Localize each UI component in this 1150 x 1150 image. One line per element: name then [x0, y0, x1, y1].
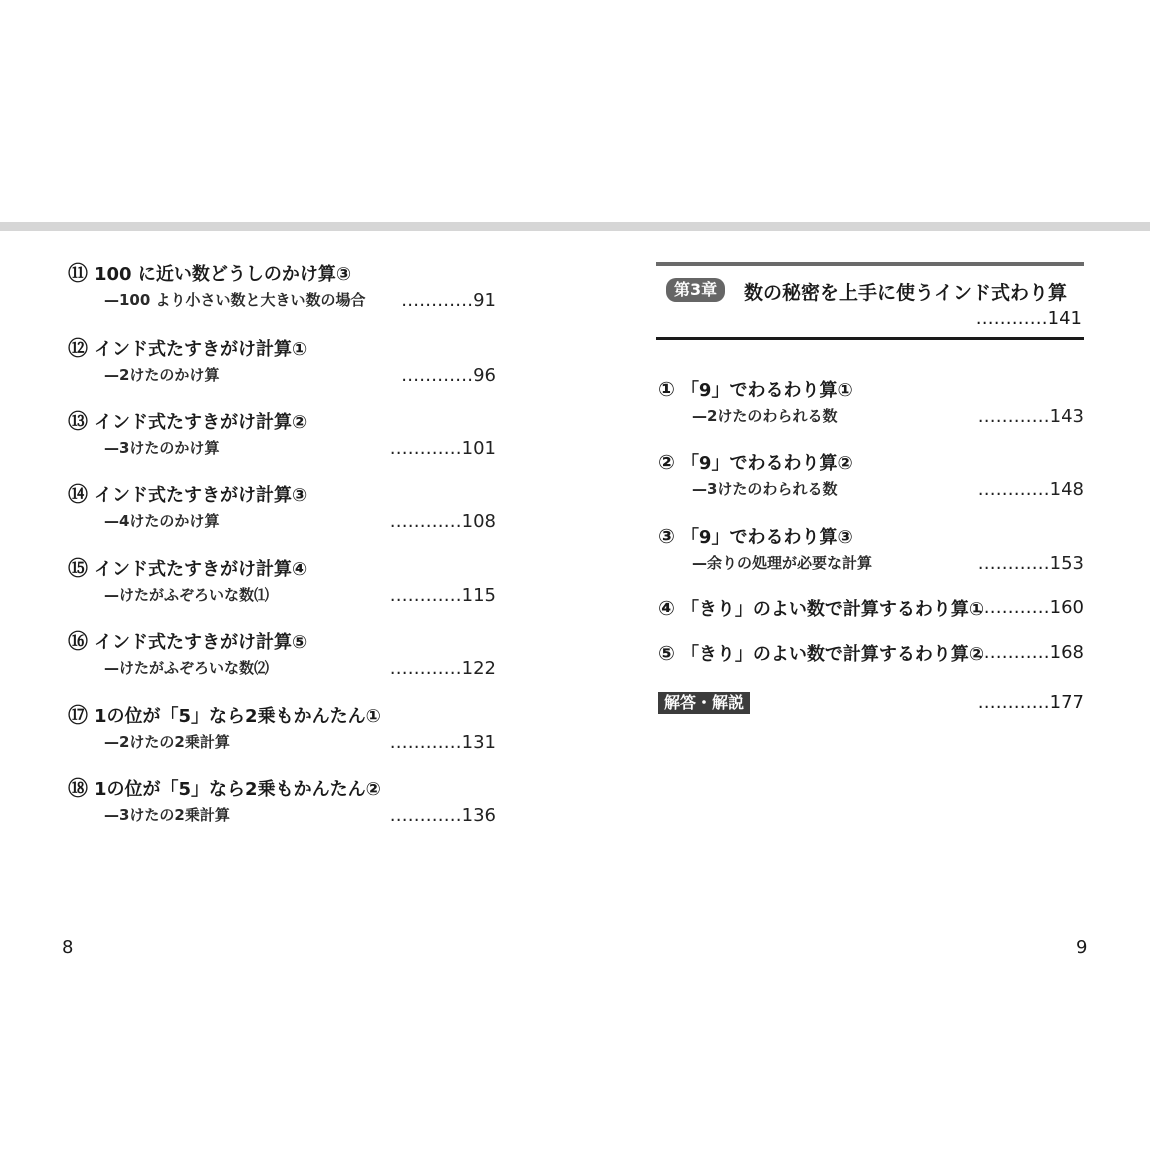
- entry-subtitle: —2けたの2乗計算: [104, 733, 230, 751]
- entry-number: ⑫: [68, 336, 88, 360]
- entry-subtitle: —2けたのわられる数: [692, 407, 838, 425]
- entry-number: ①: [658, 377, 675, 401]
- entry-title: 1の位が「5」なら2乗もかんたん②: [94, 779, 381, 800]
- toc-entry-12[interactable]: [68, 337, 496, 389]
- entry-page: …………136: [389, 805, 496, 826]
- toc-entry-16[interactable]: [68, 630, 496, 682]
- entry-page: …………143: [977, 406, 1084, 427]
- entry-number: ③: [658, 524, 675, 548]
- page-number-right: 9: [1076, 937, 1088, 958]
- toc-entry-ch3-1[interactable]: [658, 378, 1084, 430]
- entry-number: ②: [658, 450, 675, 474]
- top-gray-band: [0, 222, 1150, 231]
- entry-page: …………160: [977, 597, 1084, 618]
- entry-title: 「きり」のよい数で計算するわり算②: [680, 644, 985, 665]
- entry-number: ⑮: [68, 556, 88, 580]
- entry-title: インド式たすきがけ計算②: [94, 412, 308, 433]
- answers-page: …………177: [977, 692, 1084, 713]
- answers-badge[interactable]: 解答・解説: [658, 692, 750, 714]
- entry-subtitle: —余りの処理が必要な計算: [692, 554, 873, 572]
- toc-entry-ch3-2[interactable]: [658, 451, 1084, 503]
- toc-entry-ch3-4[interactable]: [658, 597, 984, 621]
- toc-entry-ch3-5[interactable]: [658, 642, 984, 666]
- entry-page: …………148: [977, 479, 1084, 500]
- entry-page: …………96: [401, 365, 496, 386]
- entry-number: ⑯: [68, 629, 88, 653]
- entry-page: …………101: [389, 438, 496, 459]
- entry-number: ⑤: [658, 641, 675, 665]
- entry-page: …………115: [389, 585, 496, 606]
- entry-title: 100 に近い数どうしのかけ算③: [94, 264, 352, 285]
- toc-entry-14[interactable]: [68, 483, 496, 535]
- toc-entry-11[interactable]: [68, 262, 496, 314]
- entry-subtitle: —2けたのかけ算: [104, 366, 220, 384]
- entry-title: 1の位が「5」なら2乗もかんたん①: [94, 706, 381, 727]
- entry-number: ④: [658, 596, 675, 620]
- entry-page: …………91: [401, 290, 496, 311]
- toc-entry-18[interactable]: [68, 777, 496, 829]
- entry-subtitle: —4けたのかけ算: [104, 512, 220, 530]
- entry-title: インド式たすきがけ計算③: [94, 485, 308, 506]
- entry-subtitle: —3けたのかけ算: [104, 439, 220, 457]
- entry-page: …………153: [977, 553, 1084, 574]
- entry-number: ⑭: [68, 482, 88, 506]
- entry-number: ⑬: [68, 409, 88, 433]
- entry-title: インド式たすきがけ計算⑤: [94, 632, 308, 653]
- entry-title: インド式たすきがけ計算①: [94, 339, 308, 360]
- entry-title: 「9」でわるわり算③: [680, 527, 853, 548]
- entry-subtitle: —3けたのわられる数: [692, 480, 838, 498]
- toc-entry-17[interactable]: [68, 704, 496, 756]
- entry-title: 「9」でわるわり算①: [680, 380, 853, 401]
- entry-title: インド式たすきがけ計算④: [94, 559, 308, 580]
- entry-page: …………122: [389, 658, 496, 679]
- entry-subtitle: —けたがふぞろいな数⑵: [104, 659, 270, 677]
- page-number-left: 8: [62, 937, 74, 958]
- toc-entry-13[interactable]: [68, 410, 496, 462]
- entry-page: …………108: [389, 511, 496, 532]
- chapter-page: …………141: [975, 308, 1082, 329]
- entry-subtitle: —3けたの2乗計算: [104, 806, 230, 824]
- toc-entry-15[interactable]: [68, 557, 496, 609]
- chapter-title: 数の秘密を上手に使うインド式わり算: [744, 282, 1068, 304]
- entry-number: ⑱: [68, 776, 88, 800]
- entry-number: ⑪: [68, 261, 88, 285]
- entry-page: …………131: [389, 732, 496, 753]
- toc-entry-ch3-3[interactable]: [658, 525, 1084, 577]
- chapter-badge: 第3章: [666, 278, 725, 302]
- entry-title: 「きり」のよい数で計算するわり算①: [680, 599, 985, 620]
- entry-subtitle: —けたがふぞろいな数⑴: [104, 586, 270, 604]
- entry-subtitle: —100 より小さい数と大きい数の場合: [104, 291, 366, 309]
- entry-title: 「9」でわるわり算②: [680, 453, 853, 474]
- chapter-header[interactable]: [656, 262, 1084, 340]
- entry-number: ⑰: [68, 703, 88, 727]
- entry-page: …………168: [977, 642, 1084, 663]
